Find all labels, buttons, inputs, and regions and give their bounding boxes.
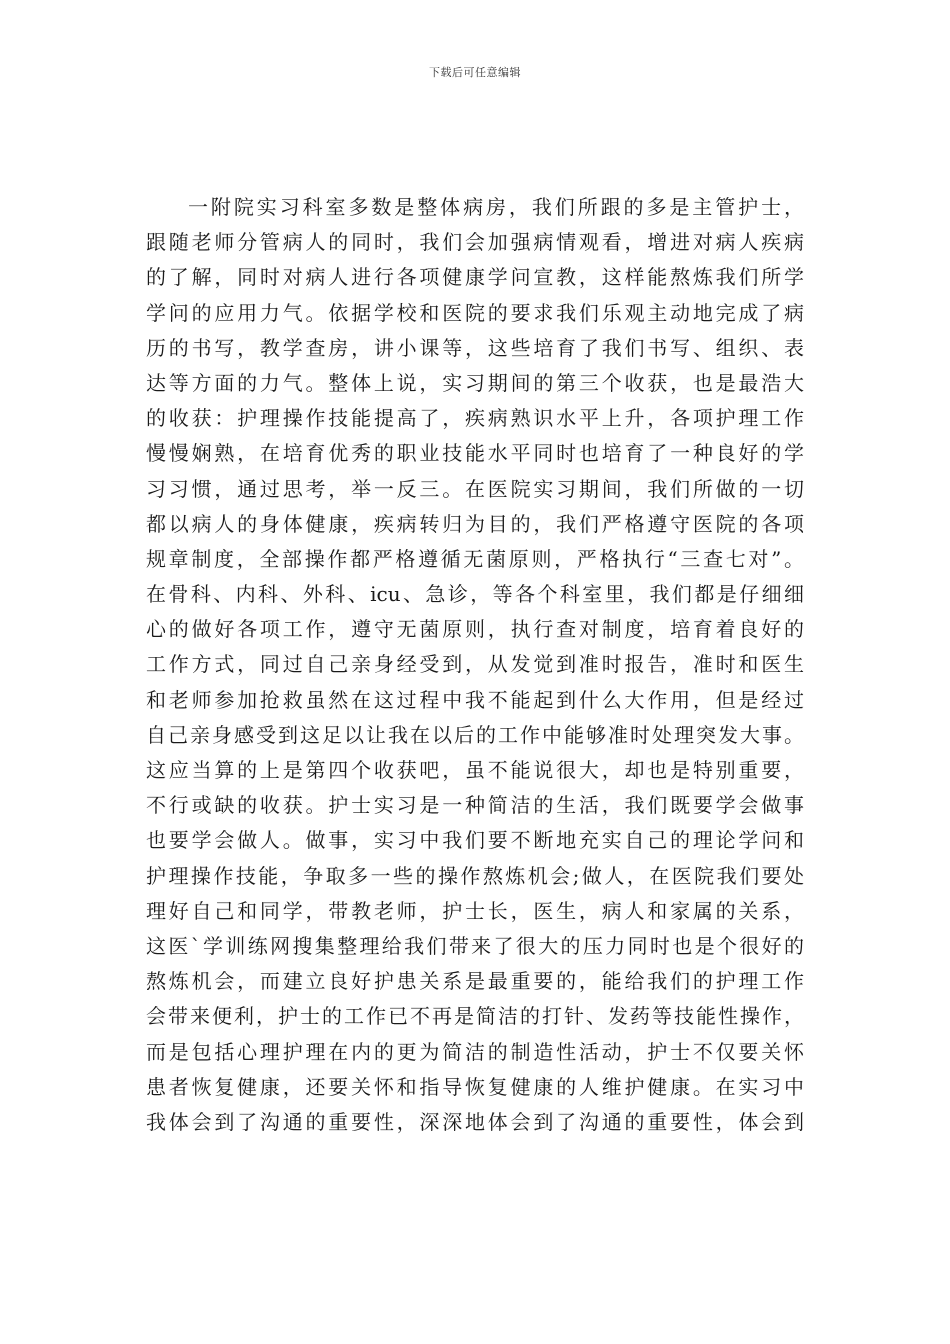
text-line: 达等方面的力气。整体上说，实习期间的第三个收获，也是最浩大 bbox=[146, 370, 804, 395]
text-line: 的收获：护理操作技能提高了，疾病熟识水平上升，各项护理工作 bbox=[146, 406, 804, 431]
text-line: 患者恢复健康，还要关怀和指导恢复健康的人维护健康。在实习中 bbox=[146, 1074, 804, 1099]
text-line: 这应当算的上是第四个收获吧，虽不能说很大，却也是特别重要， bbox=[146, 758, 804, 782]
text-line: 习习惯，通过思考，举一反三。在医院实习期间，我们所做的一切 bbox=[146, 476, 804, 501]
text-line: 和老师参加抢救虽然在这过程中我不能起到什么大作用，但是经过 bbox=[146, 687, 804, 712]
text-line: 也要学会做人。做事，实习中我们要不断地充实自己的理论学问和 bbox=[146, 828, 804, 853]
text-line: 我体会到了沟通的重要性，深深地体会到了沟通的重要性，体会到 bbox=[146, 1109, 804, 1134]
text-line: 学问的应用力气。依据学校和医院的要求我们乐观主动地完成了病 bbox=[146, 300, 804, 325]
text-line: 慢慢娴熟，在培育优秀的职业技能水平同时也培育了一种良好的学 bbox=[146, 441, 804, 466]
text-line: 跟随老师分管病人的同时，我们会加强病情观看，增进对病人疾病 bbox=[146, 230, 804, 255]
text-line: 心的做好各项工作，遵守无菌原则，执行查对制度，培育着良好的 bbox=[146, 617, 804, 642]
text-line: 都以病人的身体健康，疾病转归为目的，我们严格遵守医院的各项 bbox=[146, 511, 804, 536]
text-line: 历的书写，教学查房，讲小课等，这些培育了我们书写、组织、表 bbox=[146, 335, 804, 360]
text-line: 理好自己和同学，带教老师，护士长，医生，病人和家属的关系， bbox=[146, 898, 804, 923]
text-line: 自己亲身感受到这足以让我在以后的工作中能够准时处理突发大事。 bbox=[146, 722, 804, 747]
text-line: 一附院实习科室多数是整体病房，我们所跟的多是主管护士， bbox=[188, 195, 804, 219]
text-line: 在骨科、内科、外科、icu、急诊，等各个科室里，我们都是仔细细 bbox=[146, 582, 804, 607]
text-line: 这医`学训练网搜集整理给我们带来了很大的压力同时也是个很好的 bbox=[146, 933, 804, 958]
text-line: 规章制度，全部操作都严格遵循无菌原则，严格执行“三查七对”。 bbox=[146, 546, 804, 571]
text-line: 熬炼机会，而建立良好护患关系是最重要的，能给我们的护理工作 bbox=[146, 969, 804, 994]
text-line: 护理操作技能，争取多一些的操作熬炼机会;做人，在医院我们要处 bbox=[146, 863, 804, 888]
text-line: 的了解，同时对病人进行各项健康学问宣教，这样能熬炼我们所学 bbox=[146, 265, 804, 290]
page-header: 下载后可任意编辑 bbox=[429, 66, 521, 79]
body-paragraph bbox=[146, 190, 804, 1140]
text-line: 会带来便利，护士的工作已不再是简洁的打针、发药等技能性操作， bbox=[146, 1004, 804, 1029]
text-line: 而是包括心理护理在内的更为简洁的制造性活动，护士不仅要关怀 bbox=[146, 1039, 804, 1064]
text-line: 不行或缺的收获。护士实习是一种简洁的生活，我们既要学会做事 bbox=[146, 793, 804, 818]
text-line: 工作方式，同过自己亲身经受到，从发觉到准时报告，准时和医生 bbox=[146, 652, 804, 677]
